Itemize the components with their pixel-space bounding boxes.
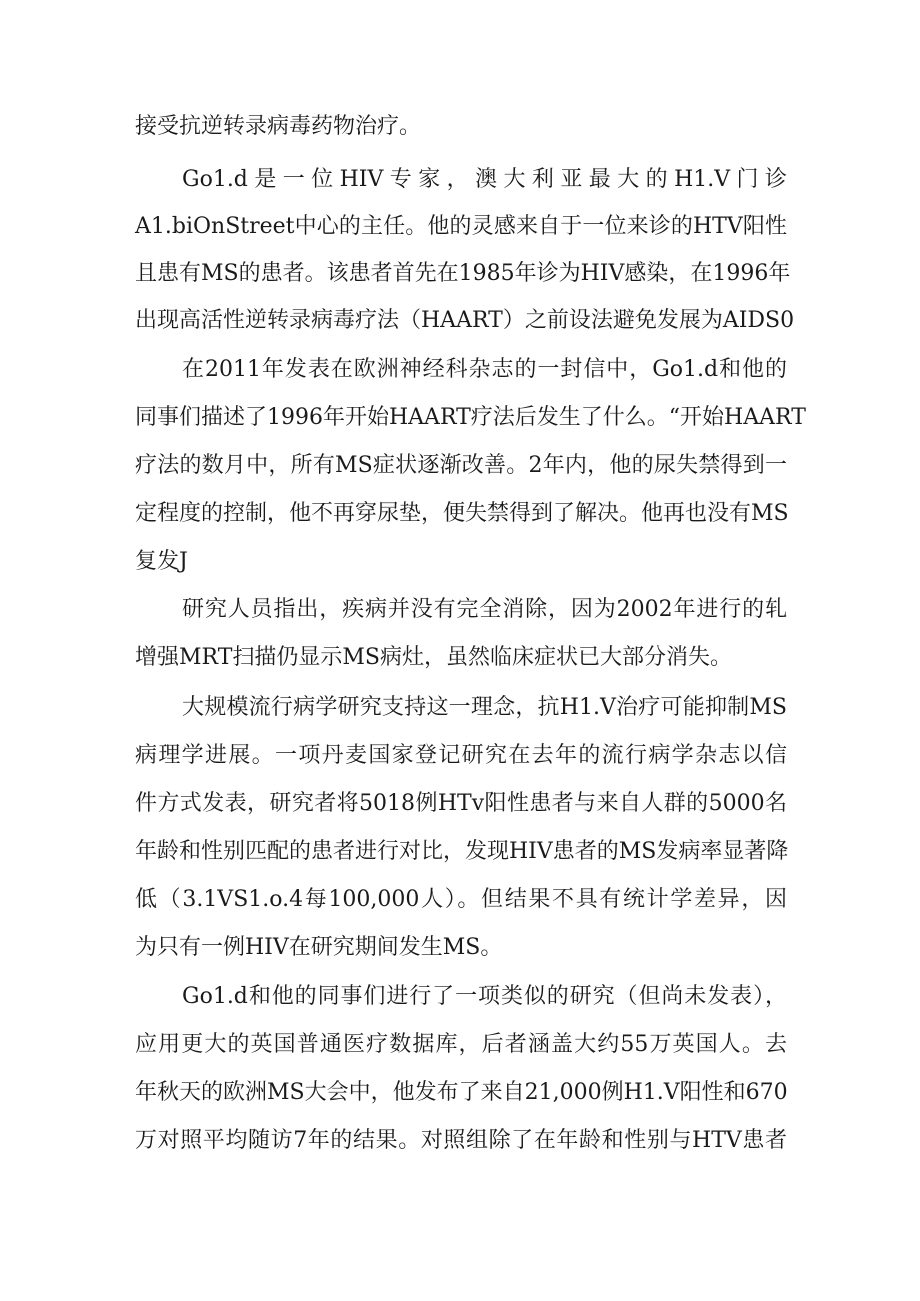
text-line: 出现高活性逆转录病毒疗法（HAART）之前设法避免发展为AIDS0 xyxy=(135,308,795,333)
text-line: 大规模流行病学研究支持这一理念，抗H1.V治疗可能抑制MS xyxy=(182,695,787,720)
text-line: 在2011年发表在欧洲神经科杂志的一封信中，Go1.d和他的 xyxy=(182,357,787,382)
text-line: 且患有MS的患者。该患者首先在1985年诊为HIV感染，在1996年 xyxy=(135,261,791,286)
text-line: 年龄和性别匹配的患者进行对比，发现HIV患者的MS发病率显著降 xyxy=(135,839,789,864)
text-line: Go1.d和他的同事们进行了一项类似的研究（但尚未发表）， xyxy=(182,984,787,1009)
text-line: 年秋天的欧洲MS大会中，他发布了来自21,000例H1.V阳性和670 xyxy=(135,1080,788,1105)
text-line: 病理学进展。一项丹麦国家登记研究在去年的流行病学杂志以信 xyxy=(135,743,787,768)
text-line: 疗法的数月中，所有MS症状逐渐改善。2年内，他的尿失禁得到一 xyxy=(135,453,787,478)
text-line: Go1.d是一位HIV专家，澳大利亚最大的H1.V门诊 xyxy=(182,167,787,192)
text-line: A1.biOnStreet中心的主任。他的灵感来自于一位来诊的HTV阳性 xyxy=(135,214,787,239)
text-line: 件方式发表，研究者将5018例HTv阳性患者与来自人群的5000名 xyxy=(135,791,787,816)
text-line: 同事们描述了1996年开始HAART疗法后发生了什么。“开始HAART xyxy=(135,405,806,430)
text-line: 万对照平均随访7年的结果。对照组除了在年龄和性别与HTV患者 xyxy=(135,1128,787,1153)
text-line: 为只有一例HIV在研究期间发生MS。 xyxy=(135,935,503,960)
text-line: 复发J xyxy=(135,549,188,574)
text-line: 增强MRT扫描仍显示MS病灶，虽然临床症状已大部分消失。 xyxy=(135,645,732,670)
text-line: 低（3.1VS1.o.4每100,000人）。但结果不具有统计学差异，因 xyxy=(135,887,787,912)
text-line: 研究人员指出，疾病并没有完全消除，因为2002年进行的轧 xyxy=(182,597,787,622)
text-line: 应用更大的英国普通医疗数据库，后者涵盖大约55万英国人。去 xyxy=(135,1032,787,1057)
text-line: 接受抗逆转录病毒药物治疗。 xyxy=(135,114,422,139)
text-line: 定程度的控制，他不再穿尿垫，便失禁得到了解决。他再也没有MS xyxy=(135,501,789,526)
